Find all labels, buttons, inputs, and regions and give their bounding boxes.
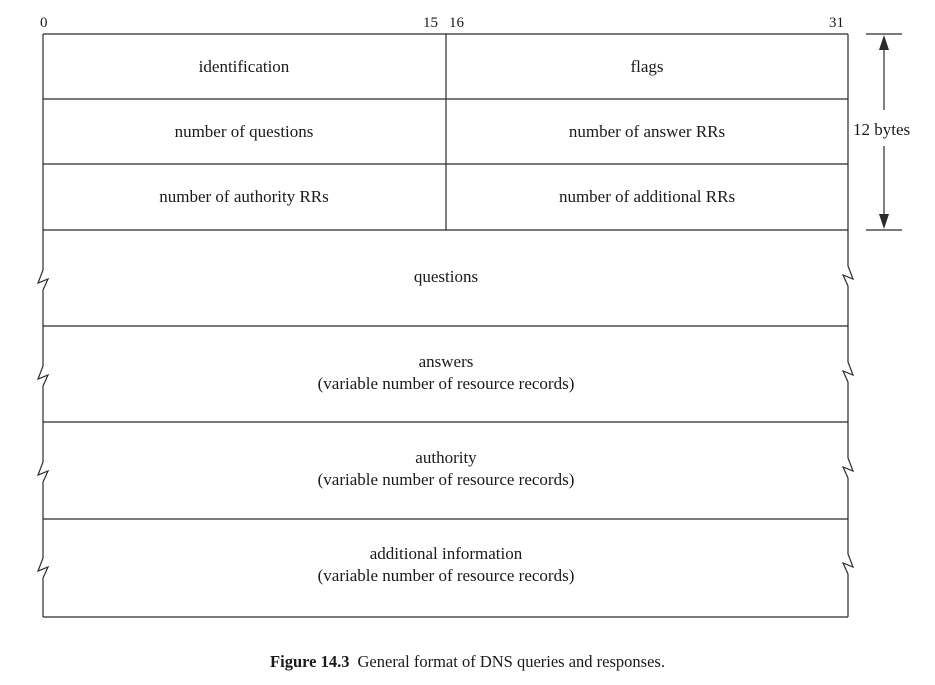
field-number-of-questions: number of questions xyxy=(174,122,314,141)
section-authority-subtitle: (variable number of resource records) xyxy=(317,470,575,489)
arrow-down-icon xyxy=(879,214,889,229)
header-size-label: 12 bytes xyxy=(853,120,911,139)
bit-label-31: 31 xyxy=(829,15,844,31)
field-number-of-answer-rrs: number of answer RRs xyxy=(568,122,726,141)
figure-caption-text: General format of DNS queries and responses. xyxy=(357,652,665,671)
section-questions-title: questions xyxy=(413,267,479,286)
field-number-of-additional-rrs: number of additional RRs xyxy=(558,187,736,206)
figure-caption xyxy=(0,652,935,672)
field-flags: flags xyxy=(630,57,664,76)
section-additional-title: additional information xyxy=(369,544,523,563)
figure-number: Figure 14.3 xyxy=(270,652,350,671)
bit-label-15: 15 xyxy=(423,15,438,31)
field-identification: identification xyxy=(198,57,290,76)
arrow-up-icon xyxy=(879,35,889,50)
bit-label-16: 16 xyxy=(449,15,464,31)
variable-right-border xyxy=(843,230,853,617)
variable-left-border xyxy=(38,230,48,617)
field-number-of-authority-rrs: number of authority RRs xyxy=(159,187,329,206)
section-answers-subtitle: (variable number of resource records) xyxy=(317,374,575,393)
section-additional-subtitle: (variable number of resource records) xyxy=(317,566,575,585)
section-answers-title: answers xyxy=(418,352,474,371)
section-authority-title: authority xyxy=(415,448,477,467)
bit-label-0: 0 xyxy=(40,15,48,31)
